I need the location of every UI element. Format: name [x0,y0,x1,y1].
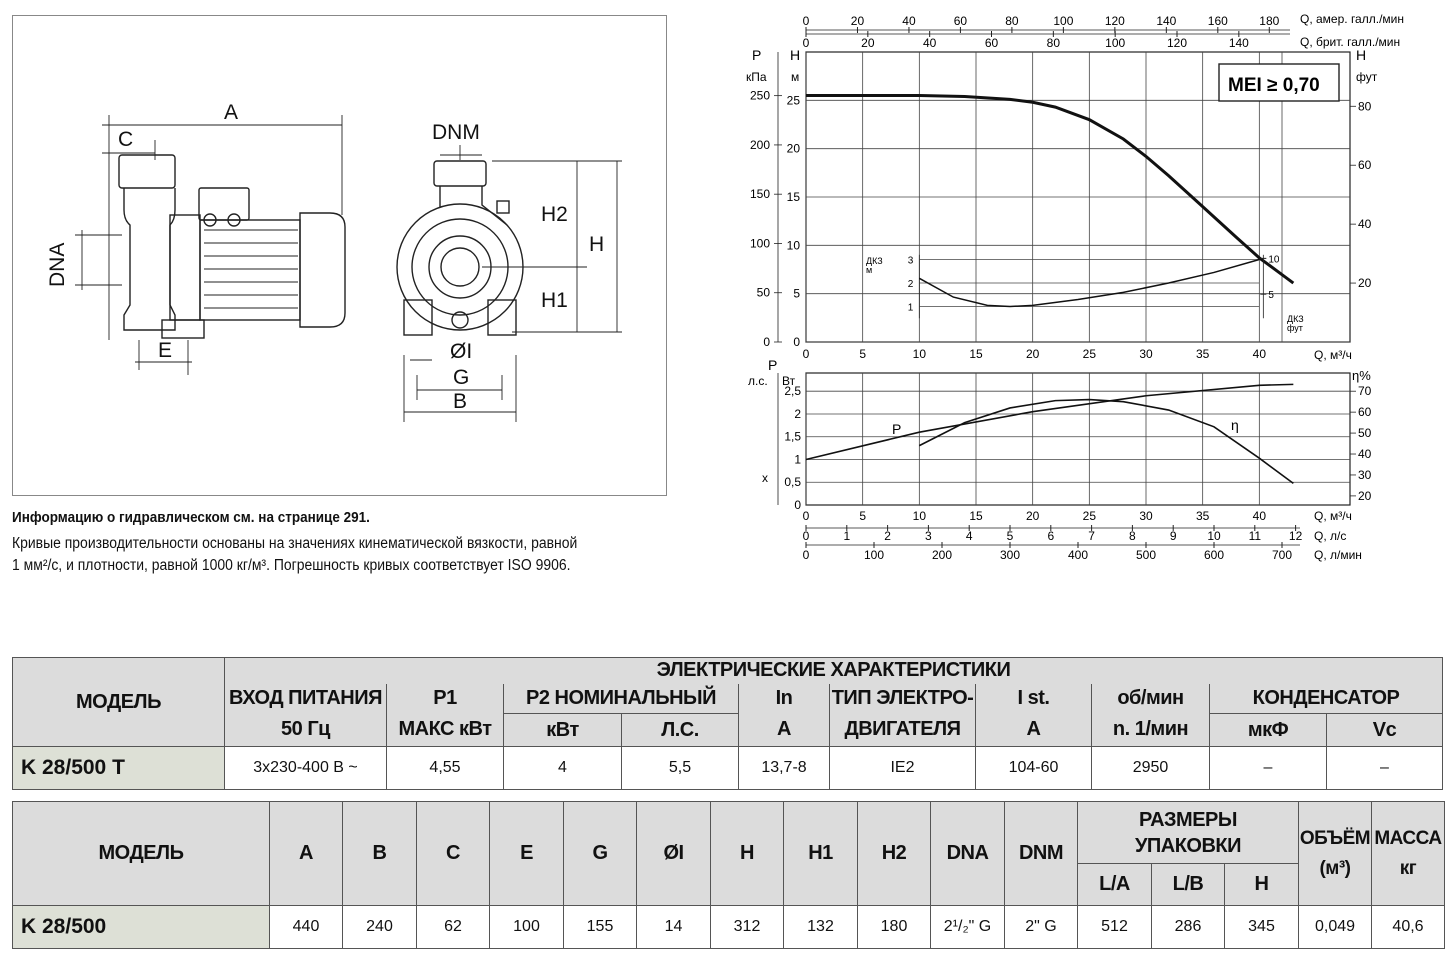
t2-pack-la: L/A [1078,864,1152,906]
chart1-x-label: Q, м³/ч [1314,348,1352,362]
chart2-eta-label: η% [1352,368,1371,383]
t1-row-in: 13,7-8 [739,747,830,790]
t2-val-DNA: 2¹/₂" G [931,906,1005,949]
t2-vol-line2: (м³) [1319,857,1351,879]
t2-val-mass: 40,6 [1372,906,1445,949]
chart1-ytick-kpa-2: 100 [749,236,770,251]
chart2-ls-tick-7: 7 [1088,529,1095,543]
chart1-top2-tick-5: 100 [1105,36,1126,50]
chart2-lmin-tick-6: 600 [1203,548,1225,562]
chart1-m-label: м [791,70,800,84]
t1-rpm-sub: n. 1/мин [1092,714,1210,747]
dim-G: G [453,366,470,389]
chart2-x-label-ls: Q, л/с [1314,529,1347,543]
t2-mass-line2: кг [1399,857,1417,879]
chart1-top-axis1-label: Q, амер. галл./мин [1300,12,1404,26]
t1-group-header: ЭЛЕКТРИЧЕСКИЕ ХАРАКТЕРИСТИКИ [225,658,1443,684]
t2-col-E: E [490,802,564,906]
t2-val-H: 312 [711,906,784,949]
dimensions-table [12,801,1445,949]
mei-badge-text: MEI ≥ 0,70 [1228,75,1320,96]
dim-C: C [118,128,134,151]
dim-A: A [224,101,239,124]
chart1-top2-tick-0: 0 [802,36,810,50]
t2-val-H1: 132 [784,906,858,949]
t1-p2-hp: Л.С. [622,714,739,747]
dim-DNM: DNM [432,121,480,144]
chart2-x-label: x [762,471,768,485]
dim-E: E [158,339,173,362]
chart2-ls-tick-0: 0 [802,529,810,543]
t2-col-B: B [343,802,417,906]
chart2-xtick-3: 15 [969,509,983,523]
t1-row-p2-kw: 4 [504,747,622,790]
t1-row-p1: 4,55 [387,747,504,790]
chart2-lmin-tick-2: 200 [931,548,953,562]
chart1-top1-tick-0: 0 [802,14,810,28]
chart2-ls-tick-10: 10 [1207,529,1221,543]
t1-vhod-sub: 50 Гц [225,714,387,747]
t2-val-C: 62 [417,906,490,949]
t1-cond-vc: Vc [1327,714,1443,747]
chart1-ytick-kpa-5: 250 [749,88,770,103]
t2-col-A: A [270,802,343,906]
chart2-etatick-3: 50 [1358,426,1372,441]
dim-H2: H2 [541,203,568,226]
chart2-xtick-1: 5 [859,509,867,523]
t2-val-H2: 180 [858,906,931,949]
chart1-ytick-kpa-1: 50 [756,285,770,300]
t2-col-C: C [417,802,490,906]
chart1-ytick-m-2: 10 [786,238,800,253]
t1-row-rpm: 2950 [1092,747,1210,790]
chart2-ls-tick-9: 9 [1169,529,1177,543]
chart1-ytick-m-4: 20 [786,141,800,156]
t2-val-volume: 0,049 [1299,906,1372,949]
chart1-ytick-ft-1: 40 [1358,217,1372,232]
chart2-ls-tick-3: 3 [925,529,932,543]
chart1-top2-tick-7: 140 [1228,36,1249,50]
t1-row-ist: 104-60 [976,747,1092,790]
npsh-left-label: ДКЗ м [866,256,883,275]
chart2-etatick-4: 60 [1358,405,1372,420]
chart2-ls-tick-6: 6 [1047,529,1055,543]
chart2-lmin-tick-0: 0 [802,548,810,562]
t1-row-vc: – [1327,747,1443,790]
npsh-right-label: ДКЗ фут [1287,314,1304,333]
t2-val-B: 240 [343,906,417,949]
chart2-xtick-6: 30 [1139,509,1153,523]
chart2-etatick-1: 30 [1358,467,1372,482]
t2-col-DNM: DNM [1005,802,1078,906]
t2-val-pack-H: 345 [1225,906,1299,949]
chart2-etatick-2: 40 [1358,447,1372,462]
chart2-lmin-tick-4: 400 [1067,548,1089,562]
chart2-hp-label: л.с. [748,374,768,388]
t1-p2-kw: кВт [504,714,622,747]
chart1-xtick-4: 20 [1025,347,1040,361]
chart1-xtick-2: 10 [912,347,927,361]
chart1-ytick-kpa-3: 150 [749,187,770,202]
t2-pack-h: H [1225,864,1299,906]
chart1-top2-tick-3: 60 [984,36,999,50]
chart1-ytick-ft-0: 20 [1358,276,1372,291]
t1-row-uf: – [1210,747,1327,790]
t1-model-header: МОДЕЛЬ [13,658,225,747]
chart2-x-label-m3h: Q, м³/ч [1314,509,1352,523]
t1-motor-sub: ДВИГАТЕЛЯ [830,714,976,747]
chart1-ytick-m-3: 15 [786,190,800,204]
t1-vhod-header: ВХОД ПИТАНИЯ [225,684,387,714]
t1-rpm-header: об/мин [1092,684,1210,714]
chart1-xtick-0: 0 [802,347,810,361]
chart2-ls-tick-2: 2 [884,529,891,543]
chart1-top2-tick-6: 120 [1166,36,1188,50]
t2-col-OI: ØI [637,802,711,906]
npsh-tick-ft-1: 10 [1268,254,1280,266]
chart2-kw-label: Вт [782,374,796,388]
chart1-p-label: P [752,47,762,63]
t2-mass-line1: МАССА [1374,827,1442,849]
chart2-ls-tick-4: 4 [965,529,973,543]
t1-cond-header: КОНДЕНСАТОР [1210,684,1443,714]
npsh-tick-m-1: 2 [907,279,914,290]
curves-note-line1: Кривые производительности основаны на значениях кинематической вязкости, равной [12,535,578,552]
t1-in-header: In [739,684,830,714]
chart1-top1-tick-7: 140 [1156,14,1177,28]
chart1-kpa-label: кПа [746,70,767,84]
t1-ist-header: I st. [976,684,1092,714]
t2-col-DNA: DNA [931,802,1005,906]
t2-col-H: H [711,802,784,906]
chart1-top2-tick-4: 80 [1046,36,1061,50]
dim-B: B [453,390,468,413]
chart2-ptick-1: 0,5 [784,475,801,490]
t2-val-LA: 512 [1078,906,1152,949]
npsh-tick-m-2: 3 [907,255,914,267]
electrical-table [12,657,1443,790]
t1-ist-sub: A [976,714,1092,747]
power-chart-ticks [778,373,1372,562]
chart1-top1-tick-5: 100 [1053,14,1074,28]
chart2-xtick-5: 25 [1082,509,1097,523]
chart1-ytick-m-1: 5 [793,286,800,301]
chart2-lmin-tick-3: 300 [999,548,1021,562]
t2-val-DNM: 2" G [1005,906,1078,949]
chart2-ptick-4: 2 [794,406,801,421]
chart2-ptick-5: 2,5 [784,384,801,399]
chart1-top1-tick-6: 120 [1104,14,1125,28]
head-curve [806,96,1293,284]
chart1-top1-tick-2: 40 [902,14,916,28]
t2-col-H2: H2 [858,802,931,906]
chart2-xtick-4: 20 [1025,509,1040,523]
chart2-etatick-5: 70 [1358,384,1372,399]
dim-H: H [589,233,605,256]
chart2-lmin-tick-5: 500 [1135,548,1157,562]
chart1-right-h-label: H [1356,47,1367,63]
t2-val-LB: 286 [1152,906,1225,949]
hydraulic-note: Информацию о гидравлическом см. на странице 291. [12,509,370,526]
chart1-top2-tick-2: 40 [922,36,937,50]
chart1-xtick-1: 5 [859,347,867,361]
t2-vol-header [1299,802,1372,906]
chart1-ytick-kpa-0: 0 [763,335,770,349]
chart2-ptick-3: 1,5 [784,429,801,444]
t2-mass-header [1372,802,1445,906]
chart2-ls-tick-11: 11 [1248,529,1262,543]
dim-H1: H1 [541,289,568,312]
t2-val-G: 155 [564,906,637,949]
t2-model-header: МОДЕЛЬ [13,802,270,906]
t1-cond-uf: мкФ [1210,714,1327,747]
chart2-lmin-tick-1: 100 [863,548,885,562]
chart1-ytick-ft-3: 80 [1358,99,1372,114]
chart1-ytick-m-0: 0 [793,335,800,349]
chart1-ft-label: фут [1356,70,1378,84]
power-chart-curves [806,384,1293,483]
dim-DNA: DNA [46,242,69,287]
chart2-ls-tick-1: 1 [843,529,851,543]
chart1-xtick-5: 25 [1082,347,1097,361]
t2-col-G: G [564,802,637,906]
t1-row-motor: IE2 [830,747,976,790]
chart2-ls-tick-12: 12 [1288,529,1303,543]
t2-val-A: 440 [270,906,343,949]
t2-pack-line1: РАЗМЕРЫ [1139,808,1237,831]
t1-p1-header: P1 [387,684,504,714]
chart2-ls-tick-5: 5 [1006,529,1014,543]
chart1-h-label: H [790,47,801,63]
t2-pack-header [1078,802,1299,864]
series-label-P: P [892,421,902,437]
t2-data-row [13,906,1445,949]
chart2-ptick-0: 0 [794,498,801,512]
t2-val-OI: 14 [637,906,711,949]
chart1-top1-tick-4: 80 [1005,14,1019,28]
chart1-xtick-6: 30 [1139,347,1153,361]
t2-col-H1: H1 [784,802,858,906]
chart2-xtick-7: 35 [1195,509,1210,523]
t1-row-vhod: 3x230-400 В ~ [225,747,387,790]
chart2-ptick-2: 1 [794,452,801,467]
chart1-top1-tick-9: 180 [1259,14,1280,28]
chart1-top-axis2-label: Q, брит. галл./мин [1300,35,1401,49]
chart1-xtick-3: 15 [969,347,983,361]
npsh-tick-ft-0: 5 [1268,290,1274,302]
chart2-etatick-0: 20 [1358,488,1372,503]
t1-p2-header: P2 НОМИНАЛЬНЫЙ [504,684,739,714]
t1-in-sub: A [739,714,830,747]
chart1-ytick-ft-2: 60 [1358,158,1372,173]
chart2-xtick-8: 40 [1252,509,1267,523]
dim-OI: ØI [450,340,473,363]
chart2-lmin-tick-7: 700 [1271,548,1293,562]
npsh-tick-m-0: 1 [907,302,914,314]
chart1-ytick-kpa-4: 200 [749,137,770,152]
t2-row-model: K 28/500 [13,906,270,949]
chart1-top1-tick-1: 20 [850,14,865,28]
t2-val-E: 100 [490,906,564,949]
efficiency-curve [919,400,1293,484]
chart1-top2-tick-1: 20 [861,36,875,50]
series-label-eta: η [1231,417,1239,433]
chart2-ls-tick-8: 8 [1129,529,1136,543]
t1-motor-header: ТИП ЭЛЕКТРО- [830,684,976,714]
power-curve [806,384,1293,459]
t2-pack-line2: УПАКОВКИ [1134,834,1242,857]
chart1-top1-tick-8: 160 [1207,14,1228,28]
t1-p1-sub: МАКС кВт [387,714,504,747]
chart2-xtick-2: 10 [912,509,927,523]
chart2-p-label: P [768,357,778,373]
chart1-top1-tick-3: 60 [953,14,968,28]
chart2-xtick-0: 0 [802,509,810,523]
t1-row-p2-hp: 5,5 [622,747,739,790]
t2-pack-lb: L/B [1152,864,1225,906]
chart1-ytick-m-5: 25 [786,93,800,108]
curves-note-line2: 1 мм²/с, и плотности, равной 1000 кг/м³. Погрешность кривых соответствует ISO 9906. [12,557,571,574]
head-chart-curves [806,96,1293,319]
chart1-xtick-7: 35 [1195,347,1210,361]
chart1-xtick-8: 40 [1252,347,1267,361]
chart2-x-label-lmin: Q, л/мин [1314,548,1362,562]
t1-row-model: K 28/500 T [13,747,225,790]
t2-vol-line1: ОБЪЁМ [1299,827,1371,849]
